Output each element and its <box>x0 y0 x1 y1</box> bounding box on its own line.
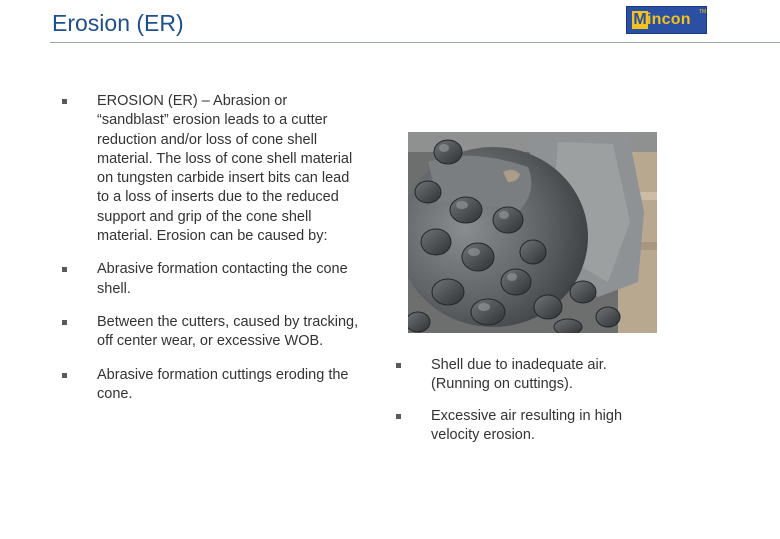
bullet-marker <box>62 99 67 104</box>
bullet-item <box>62 366 362 405</box>
mincon-logo <box>626 6 707 34</box>
bullet-text: Between the cutters, caused by tracking, off center wear, or excessive WOB. <box>97 313 359 350</box>
bullet-marker <box>396 363 401 368</box>
eroded-bit-photo <box>408 132 657 333</box>
bullet-item <box>396 356 656 395</box>
bullet-lead: EROSION (ER) <box>97 93 198 109</box>
bullet-text: Abrasive formation cuttings eroding the cone. <box>97 366 349 402</box>
bullet-item <box>62 260 362 299</box>
bullet-text: – Abrasion or “sandblast” erosion leads to a cutter reduction and/or loss of cone shell material. The loss of cone shell material on tungsten carbide insert bits can lead to a loss of inserts due to the reduced support and grip of the cone shell material. Erosion can be caused by: <box>97 93 353 245</box>
logo-trademark: TM <box>699 9 707 15</box>
bullet-item <box>62 92 362 246</box>
bullet-marker <box>62 320 67 325</box>
bullet-marker <box>396 414 401 419</box>
bullet-text: Excessive air resulting in high velocity erosion. <box>431 407 623 443</box>
bullet-marker <box>62 267 67 272</box>
bullet-text: Shell due to inadequate air. (Running on cuttings). <box>431 357 607 393</box>
slide-title: Erosion (ER) <box>52 10 184 36</box>
bullet-text: Abrasive formation contacting the cone shell. <box>97 261 348 297</box>
left-bullet-list <box>62 92 362 418</box>
logo-wordmark: incon <box>647 11 691 28</box>
bullet-item <box>396 407 656 446</box>
title-divider <box>50 42 780 43</box>
right-bullet-list <box>396 356 656 457</box>
bullet-item <box>62 313 362 352</box>
bullet-marker <box>62 373 67 378</box>
logo-m-badge: M <box>633 11 647 28</box>
